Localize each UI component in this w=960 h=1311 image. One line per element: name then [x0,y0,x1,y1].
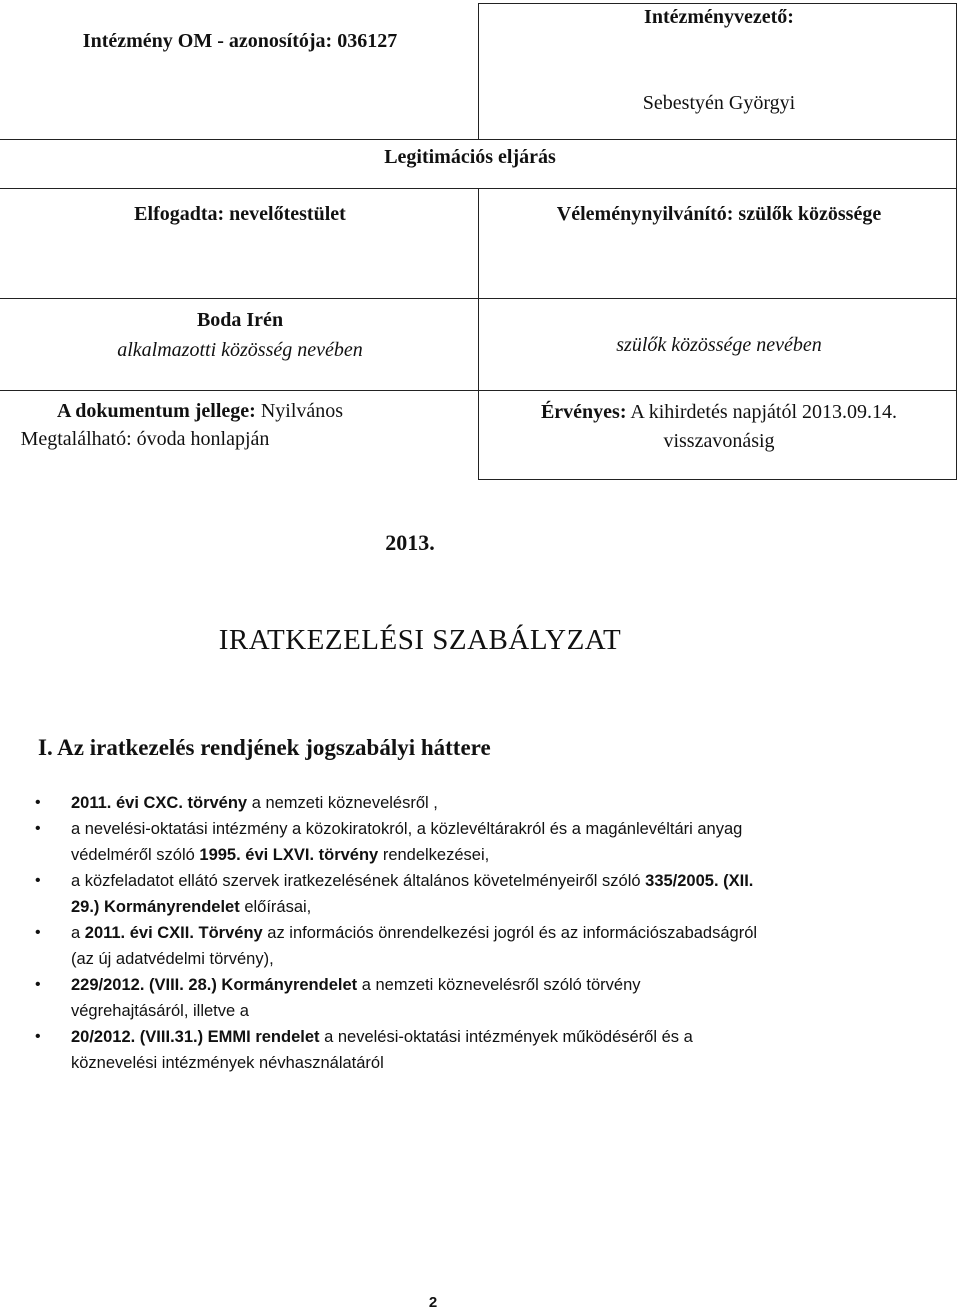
list-item-bold-text: 1995. évi LXVI. törvény [199,846,379,864]
list-item [0,1024,960,1076]
approved-by: Elfogadta: nevelőtestület [134,203,346,225]
list-item-bold-text: 2011. évi CXC. törvény [71,794,248,812]
document-nature-value: Nyilvános [260,400,344,422]
left-signer-name: Boda Irén [196,309,284,331]
list-item [0,790,960,816]
list-item-text: az információs önrendelkezési jogról és az információszabadságról [262,924,758,942]
list-item [0,868,960,920]
document-location: Megtalálható: óvoda honlapján [20,428,270,450]
bullet-icon: • [35,1028,41,1045]
list-item-text: a nevelési-oktatási intézmény a közokiratokról, a közlevéltárakról és a magánlevéltári anyag [71,820,743,838]
bullet-icon: • [35,924,41,941]
institution-leader-label: Intézményvezető: [644,6,794,28]
list-item-line [71,842,900,868]
list-item-bold-text: 335/2005. (XII. [645,872,754,890]
list-item-line [71,972,900,998]
list-item-bold-text: 20/2012. (VIII.31.) EMMI rendelet [71,1028,320,1046]
list-item-text: előírásai, [239,898,312,916]
list-item-text: rendelkezései, [378,846,490,864]
list-item-bold-text: 229/2012. (VIII. 28.) Kormányrendelet [71,976,358,994]
list-item-text: a nemzeti köznevelésről szóló törvény [357,976,641,994]
list-item-line [71,868,900,894]
table-bottom-border [478,479,957,480]
institution-leader-name: Sebestyén Györgyi [642,92,796,114]
document-title: IRATKEZELÉSI SZABÁLYZAT [218,624,622,656]
list-item-line [71,816,900,842]
document-validity-value: A kihirdetés napjától 2013.09.14. [630,401,898,423]
list-item [0,920,960,972]
list-item-line [71,1050,900,1076]
list-item-line [71,894,900,920]
list-item-line [71,946,900,972]
list-item-bold-text: 29.) Kormányrendelet [71,898,240,916]
list-item-text: a nemzeti köznevelésről , [247,794,438,812]
document-nature-label: A dokumentum jellege: [56,400,256,422]
legal-background-list [0,790,960,1076]
list-item-text: védelméről szóló [71,846,200,864]
list-item-line [71,920,900,946]
table-line-4 [0,390,957,391]
bullet-icon: • [35,794,41,811]
bullet-icon: • [35,872,41,889]
opinion-by: Véleménynyilvánító: szülők közössége [556,203,882,225]
list-item [0,816,960,868]
document-validity-label: Érvényes: [540,401,627,423]
institution-om-label: Intézmény OM - azonosítója: 036127 [82,30,398,52]
list-item-line [71,998,900,1024]
table-divider-top [478,3,479,139]
document-validity [480,399,958,425]
section-heading: I. Az iratkezelés rendjének jogszabályi háttere [38,735,491,760]
list-item-line [71,1024,900,1050]
left-signer-role: alkalmazotti közösség nevében [117,339,363,361]
bullet-icon: • [35,820,41,837]
right-signer-role: szülők közössége nevében [616,334,822,356]
page-number: 2 [428,1294,438,1311]
table-divider-mid [478,188,479,479]
list-item-text: a nevelési-oktatási intézmények működéséről és a [319,1028,693,1046]
document-valid-until: visszavonásig [663,430,775,452]
bullet-icon: • [35,976,41,993]
list-item-text: végrehajtásáról, illetve a [71,1002,249,1020]
list-item-text: a közfeladatot ellátó szervek iratkezelésének általános követelményeiről szóló [71,872,646,890]
list-item-line [71,790,900,816]
list-item-text: (az új adatvédelmi törvény), [71,950,274,968]
legitimation-title: Legitimációs eljárás [384,146,556,168]
table-line-1 [0,139,957,140]
list-item-text: a [71,924,85,942]
table-line-3 [0,298,957,299]
list-item [0,972,960,1024]
document-nature [0,398,400,424]
list-item-bold-text: 2011. évi CXII. Törvény [84,924,263,942]
list-item-text: köznevelési intézmények névhasználatáról [71,1054,384,1072]
document-year: 2013. [385,530,435,555]
